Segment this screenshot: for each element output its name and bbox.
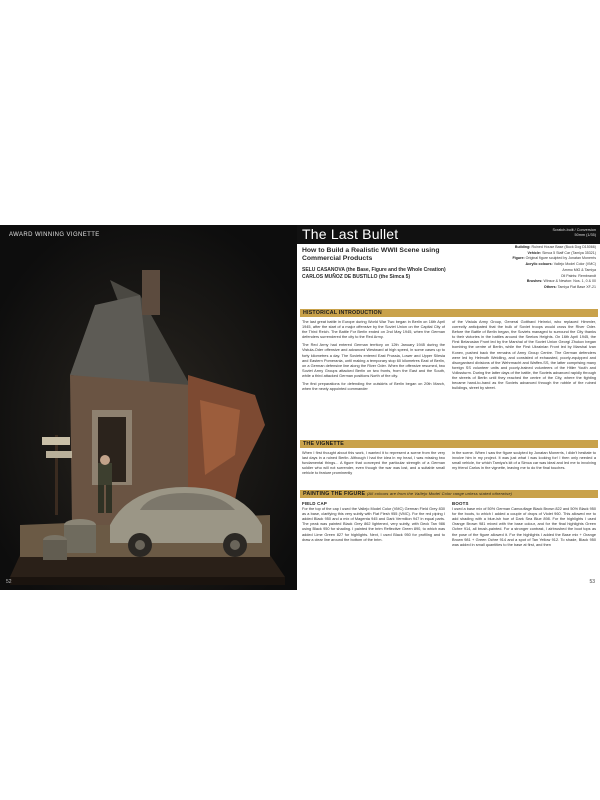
- article-subtitle: How to Build a Realistic WWII Scene using Commercial Products: [302, 247, 440, 262]
- boots-column: [452, 501, 596, 583]
- specs-list: [446, 245, 596, 291]
- spec-row: Acrylic colours: Vallejo Model Color (VMC): [525, 262, 596, 267]
- build-type-line: Scratch-built / Conversion: [552, 228, 596, 232]
- page-number-right: 53: [589, 579, 595, 585]
- spec-row: Figure: Original figure sculpted by Jonatan Monerris: [512, 256, 596, 261]
- paragraph: When I first thought about this work, I wanted it to represent a scene from the very last days in a ruined Berlin. Although I had the idea in my head, I was missing two fundamental things... A figure that conveyed the particular strength of a German soldier who will not surrender, even though the war was lost, and a suitable small vehicle to feature prominently: [302, 451, 445, 476]
- section-heading-painting: PAINTING THE FIGURE (All colours are from the Vallejo Model Color range unless stated otherwise): [300, 490, 598, 498]
- page-section-header: AWARD WINNING VIGNETTE: [9, 232, 100, 238]
- section-heading-historical: HISTORICAL INTRODUCTION: [300, 309, 598, 317]
- historical-column-right: [452, 320, 596, 437]
- historical-column-left: [302, 320, 445, 437]
- paragraph: in the scene. When I saw the figure sculpted by Jonatan Monerris, I didn't hesitate to involve him in my project. It was just what I was looking for! I then only needed a small vehicle, for which Tamiya's kit of a Simca car was ideal and led me to involving my friend Carlos in the vignette, leaving me to do the final touches.: [452, 451, 596, 471]
- paragraph: The first preparations for defending the outskirts of Berlin began on 20th March, when the newly appointed commander: [302, 382, 445, 392]
- right-page: [297, 225, 600, 590]
- author-line: SELU CASANOVA (the Base, Figure and the Whole Creation): [302, 267, 446, 273]
- spec-row: Vehicle: Simca 5 Staff Car (Tamiya 35321): [527, 250, 596, 255]
- spec-row: Brushes: Winsor & Newton: Nos. 1, 0 & 00: [526, 279, 596, 284]
- spec-row: Ammo MiG & Tamiya: [562, 267, 596, 272]
- vignette-column-right: [452, 451, 596, 487]
- build-type: [553, 228, 596, 238]
- paragraph: The Red Army had entered German territory on 12th January 1945 during the Vistula-Oder offensive and advanced Westward at high speed, in some cases up to forty kilometres a day. The Soviets entered East Prussia, Lower and Upper Silesia and Eastern Pomerania, until making a temporary stop 60 kilometres East of Berlin, on a German defensive line along the River Oder. When the offensive resumed, two Soviet Army Groups attacked Berlin on two fronts, from the East and the South, while a third attacked German positions North of the city.: [302, 343, 445, 378]
- vignette-column-left: [302, 451, 445, 487]
- subhead-boots: BOOTS: [452, 501, 469, 506]
- left-page: [0, 225, 297, 590]
- paragraph: For the top of the cap I used the Vallejo Model Color (VMC) German Field Grey 830 as a base, clarifying this very subtly with Flat Flesh 955 (VMC). For the red piping I added Black 950 and a mix of Magenta 945 and Dark Vermilion 947 in equal parts. The peak was painted Black Grey 862 lightened, very subtly, with Deck Tan 986 using Black 950 for shading. I painted the brim Reflective Green 890, to which was added Lime Green 827 for highlights. Next, I used Black 950 for profiling and to draw a clear line around the bottom of the brim.: [302, 507, 445, 542]
- paragraph: of the Vistula Army Group, General Gotthard Heinrici, who replaced Himmler, correctly anticipated that the bulk of Soviet troops would cross the River Oder. Before the Battle of Berlin began, the Soviets managed to surround the City thanks to their victories in the battles around the Seelow Heights. On 16th April 1945, the First Belarusian Front led by the Marshal of the Soviet Union Georgi Zhukov began bombing the centre of Berlin, while the First Ukrainian Front led by Marshal Ivan Konev, pushed back the remains of Army Group Centre. The German defenders were led by Helmuth Weidling, and consisted of exhausted, poorly-equipped and disorganised divisions of the Wehrmacht and Waffen-SS, the latter comprising many foreign SS volunteer units and poorly-trained volunteers of the Hitler Youth and Volkssturm. During the latter days of the battle, the Soviets advanced rapidly through the streets of Berlin until they reached the centre of the City, where the fighting became hand-to-hand as the Soviets advanced through the rubble of the ruined buildings, street by street.: [452, 320, 596, 391]
- paragraph: The last great battle in Europe during World War Two began in Berlin on 16th April 1945, after the start of a major offensive by the Soviet Union on the Capital City of the Third Reich. The Battle For Berlin ended on 2nd May 1945, when the German defenders surrendered the city to the Red Army.: [302, 320, 445, 340]
- subhead-field-cap: FIELD CAP: [302, 501, 327, 506]
- page-number-left: 52: [6, 579, 12, 585]
- article-title: The Last Bullet: [302, 226, 399, 242]
- build-type-line: 50mm (1/35): [574, 233, 596, 237]
- section-heading-vignette: THE VIGNETTE: [300, 440, 598, 448]
- paragraph: I used a base mix of 50% German Camouflage Black Brown 822 and 50% Black 950 for the boots, to which I added a couple of drops of Violet 960. This allowed me to add shading with a blue-ish hue of Dark Sea Blue 898. For the highlights I used Orange Brown 981 mixed with the base colour, and for the final highlights Green Ochre 914, all brush-painted. For a stronger contrast, I airbrushed the boot tops as the pose of the figure allowed it. For the highlights I added the Base mix + Orange Brown 981 + Green Ochre 914 and a spot of Tan Yellow 912. To shade, Black 950 was added in small quantities to the base at first, and then: [452, 507, 596, 547]
- spec-row: Oil Paints: Rembrandt: [560, 273, 596, 278]
- title-band: [297, 225, 600, 244]
- field-cap-column: [302, 501, 445, 583]
- spec-row: Others: Tamiya Flat Base XF-21: [543, 284, 596, 289]
- colour-note: (All colours are from the Vallejo Model Color range unless stated otherwise): [366, 491, 513, 496]
- vignette-photo: [0, 225, 297, 590]
- author-line: CARLOS MUÑOZ DE BUSTILLO (the Simca 5): [302, 274, 411, 280]
- spec-row: Building: Ruined House Base (Buck Dog D15066): [514, 245, 596, 249]
